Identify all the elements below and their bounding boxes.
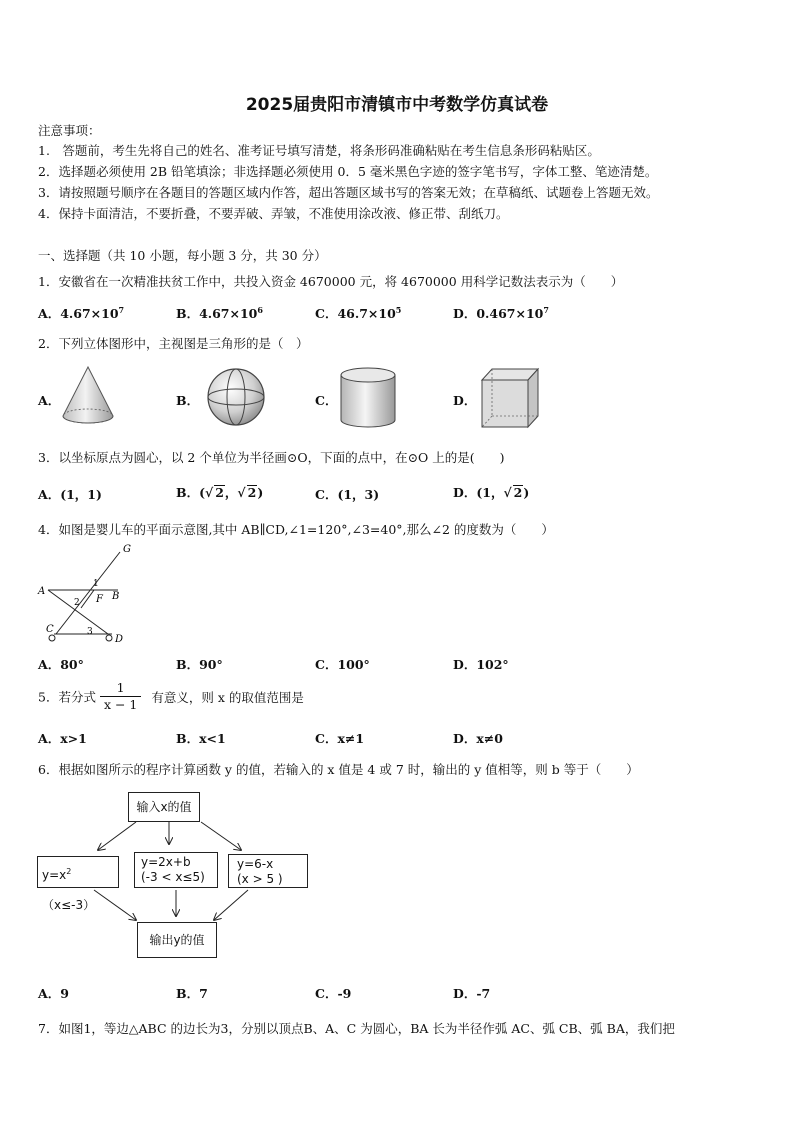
q5-option-a[interactable]: A．x>1 [38, 731, 87, 746]
q1-option-d[interactable]: D．$0.467\times 10^7$ [453, 304, 549, 321]
q4-option-a[interactable]: A．80° [38, 657, 84, 672]
notes-heading: 注意事项： [38, 123, 101, 138]
q6-stem: 6．根据如图所示的程序计算函数 y 的值，若输入的 x 值是 4 或 7 时，输出的 y 值相等，则 b 等于（ ） [38, 762, 639, 777]
flow-input-box: 输入x的值 [128, 792, 200, 822]
q3-option-c[interactable]: C．(1，3) [315, 487, 380, 502]
note-item-3: 3．请按照题号顺序在各题目的答题区域内作答，超出答题区域书写的答案无效；在草稿纸、试题卷上答题无效。 [38, 185, 659, 200]
note-item-4: 4．保持卡面清洁，不要折叠，不要弄破、弄皱，不准使用涂改液、修正带、刮纸刀。 [38, 206, 509, 221]
q5-stem: 5．若分式 $\frac{1}{x - 1}$ 有意义，则 x 的取值范围是 [38, 680, 304, 712]
label-d: D [115, 634, 124, 645]
angle-label-2: 2 [74, 598, 80, 608]
q3-option-b[interactable]: B．(√ 2，√ 2) [176, 485, 264, 500]
q5-fraction: $\frac{1}{x - 1}$ [100, 680, 141, 713]
cylinder-figure [338, 366, 398, 430]
q2-stem: 2．下列立体图形中，主视图是三角形的是（ ） [38, 336, 309, 351]
q4-option-b[interactable]: B．90° [176, 657, 223, 672]
label-b: B [112, 591, 120, 602]
flow-branch-right: y=6-x (x > 5 ) [228, 854, 308, 888]
label-f: F [96, 594, 103, 605]
q6-option-d[interactable]: D．-7 [453, 986, 491, 1001]
flow-output-box: 输出y的值 [137, 922, 217, 958]
q1-option-c[interactable]: C．$46.7\times 10^5$ [315, 304, 402, 321]
note-item-2: 2．选择题必须使用 2B 铅笔填涂；非选择题必须使用 0．5 毫米黑色字迹的签字笔书写，字体工整、笔迹清楚。 [38, 164, 658, 179]
cone-figure [58, 364, 118, 426]
q6-option-c[interactable]: C．-9 [315, 986, 352, 1001]
q3-option-d[interactable]: D．(1，√ 2) [453, 485, 530, 500]
stroller-figure [36, 542, 136, 648]
q2-option-d[interactable]: D． [453, 393, 477, 408]
q5-option-b[interactable]: B．x<1 [176, 731, 226, 746]
q5-option-d[interactable]: D．x≠0 [453, 731, 503, 746]
section-heading: 一、选择题（共 10 小题，每小题 3 分，共 30 分） [38, 248, 327, 263]
angle-label-3: 3 [87, 627, 93, 637]
q6-option-a[interactable]: A．9 [38, 986, 69, 1001]
q1-option-a[interactable]: A．$4.67\times 10^7$ [38, 304, 125, 321]
q4-option-d[interactable]: D．102° [453, 657, 509, 672]
q7-stem: 7．如图1，等边△ABC 的边长为3，分别以顶点B、A、C 为圆心，BA 长为半径作弧 AC、弧 CB、弧 BA，我们把 [38, 1021, 675, 1036]
q2-option-a[interactable]: A． [38, 393, 61, 408]
label-a: A [38, 586, 46, 597]
q1-stem: 1．安徽省在一次精准扶贫工作中，共投入资金 4670000 元，将 4670000 用科学记数法表示为（ ） [38, 274, 624, 289]
q5-option-c[interactable]: C．x≠1 [315, 731, 365, 746]
q3-option-a[interactable]: A．(1，1) [38, 487, 102, 502]
sphere-figure [204, 366, 268, 428]
flow-branch-middle: y=2x+b (-3 < x≤5) [134, 852, 218, 888]
angle-label-1: 1 [93, 579, 99, 589]
note-item-1: 1. 答题前，考生先将自己的姓名、准考证号填写清楚，将条形码准确粘贴在考生信息条形码粘贴区。 [38, 143, 600, 158]
q4-option-c[interactable]: C．100° [315, 657, 370, 672]
cube-figure [478, 366, 542, 430]
label-g: G [123, 544, 131, 555]
q4-stem: 4．如图是婴儿车的平面示意图,其中 AB∥CD,∠1=120°,∠3=40°,那么∠2 的度数为（ ） [38, 522, 554, 537]
q3-stem: 3．以坐标原点为圆心，以 2 个单位为半径画⊙O，下面的点中，在⊙O 上的是( ) [38, 450, 505, 465]
q2-option-b[interactable]: B． [176, 393, 200, 408]
q2-option-c[interactable]: C． [315, 393, 338, 408]
flow-branch-left: $y=x^2(x\le-3)$ [37, 856, 119, 888]
q1-option-b[interactable]: B．$4.67\times 10^6$ [176, 304, 263, 321]
label-c: C [46, 624, 54, 635]
q6-option-b[interactable]: B．7 [176, 986, 208, 1001]
page-title: 2025届贵阳市清镇市中考数学仿真试卷 [245, 95, 549, 115]
